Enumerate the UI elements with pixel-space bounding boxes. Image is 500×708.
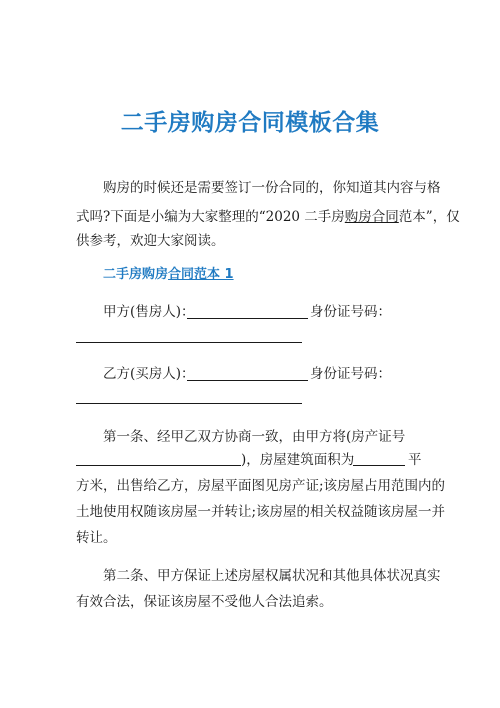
party-a-label-text: 甲方(售房人)： [103, 304, 195, 320]
party-a-label [103, 302, 195, 322]
intro-line-2 [76, 207, 460, 227]
article1-text-2b: 平 [408, 452, 422, 468]
article1-line-1 [103, 427, 405, 447]
article2-line-2 [76, 592, 333, 612]
article2-text-2: 有效合法，保证该房屋不受他人合法追索。 [76, 594, 333, 610]
document-title: 二手房购房合同模板合集 [120, 110, 380, 136]
party-b-id-label-text: 身份证号码： [310, 366, 391, 382]
intro-text-2b: 范本”，仅 [398, 209, 460, 225]
article1-text-3: 方米，出售给乙方，房屋平面图见房产证;该房屋占用范围内的 [76, 478, 446, 494]
purchase-contract-link[interactable]: 购房合同 [344, 209, 399, 225]
intro-line-3 [76, 231, 225, 251]
intro-line-1 [103, 178, 441, 198]
article1-text-4: 土地使用权随该房屋一并转让;该房屋的相关权益随该房屋一并 [76, 504, 446, 520]
contract-sample-heading [103, 263, 234, 282]
party-b-name-blank [187, 380, 308, 381]
party-a-id-blank [76, 342, 302, 343]
article1-line-5 [76, 528, 117, 548]
article1-line-4 [76, 502, 445, 522]
article1-line-3 [76, 476, 445, 496]
party-b-label [103, 364, 195, 384]
party-a-id-label [310, 302, 391, 322]
party-b-id-blank [76, 403, 302, 404]
article1-line-2a [241, 450, 354, 470]
heading-prefix: 二手房购房 [103, 267, 169, 282]
contract-sample-link[interactable]: 合同范本 1 [168, 267, 234, 282]
intro-text-1: 购房的时候还是需要签订一份合同的，你知道其内容与格 [103, 180, 441, 196]
article2-line-1 [103, 566, 441, 586]
article2-text-1: 第二条、甲方保证上述房屋权属状况和其他具体状况真实 [103, 568, 441, 584]
article1-line-2b [408, 450, 422, 470]
party-a-id-label-text: 身份证号码： [310, 304, 391, 320]
intro-text-3: 供参考，欢迎大家阅读。 [76, 233, 225, 249]
article1-text-1: 第一条、经甲乙双方协商一致，由甲方将(房产证号 [103, 429, 406, 445]
intro-text-2a: 式吗?下面是小编为大家整理的“2020 二手房 [76, 209, 345, 225]
article1-text-2a: )，房屋建筑面积为 [241, 452, 355, 468]
party-a-name-blank [187, 318, 308, 319]
area-blank [353, 465, 405, 466]
certificate-number-blank [76, 465, 241, 466]
party-b-label-text: 乙方(买房人)： [103, 366, 195, 382]
article1-text-5: 转让。 [76, 530, 117, 546]
party-b-id-label [310, 364, 391, 384]
